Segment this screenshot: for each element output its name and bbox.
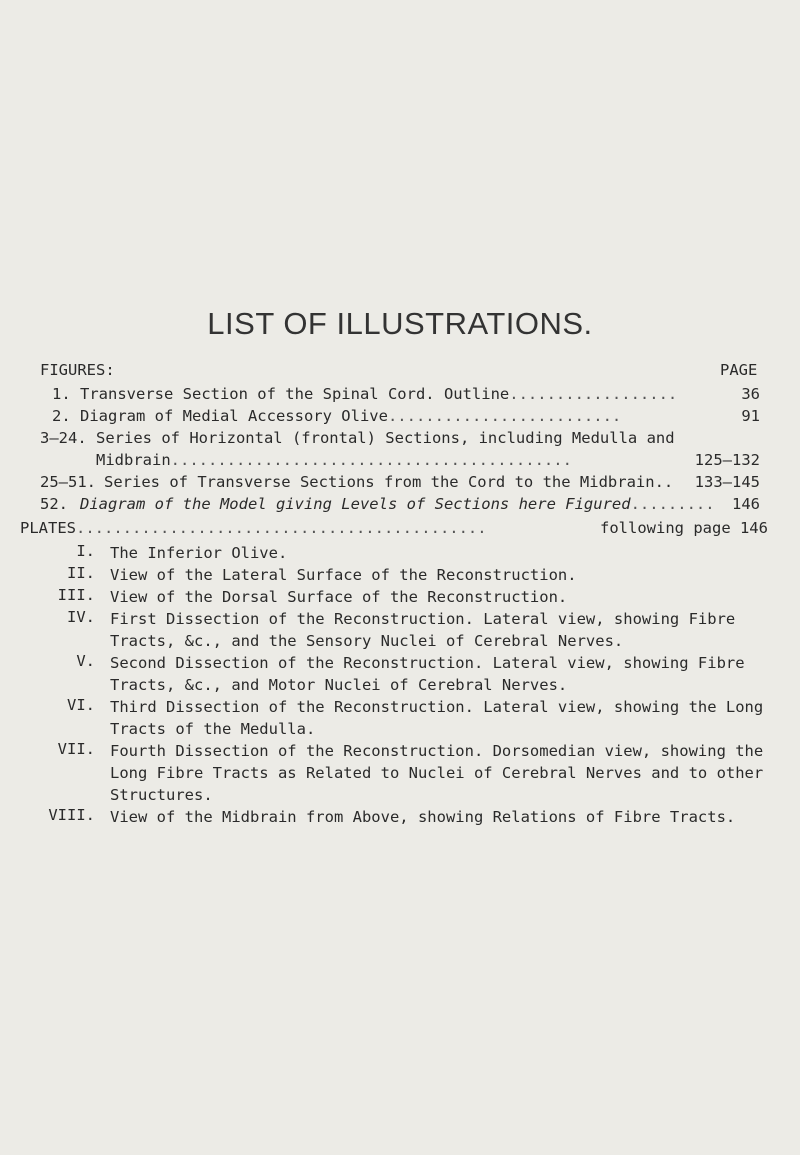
figure-page: 36	[741, 385, 760, 403]
figure-page: 146	[732, 495, 760, 513]
figure-number: 3–24.	[40, 429, 87, 447]
figure-number: 25–51.	[40, 473, 96, 491]
leader-dots: ...........................................	[170, 451, 572, 469]
plate-text: Second Dissection of the Reconstruction. Lateral view, showing Fibre Tracts, &c., and Motor Nuclei of Cerebral Nerves.	[110, 654, 745, 694]
figure-number: 1.	[52, 385, 71, 403]
figure-number: 52.	[40, 495, 68, 513]
plate-number: IV.	[67, 608, 95, 626]
figure-entry-1	[52, 384, 71, 404]
plate-number: II.	[67, 564, 95, 582]
figure-text: Transverse Section of the Spinal Cord. Outline	[80, 385, 510, 403]
plate-number: III.	[57, 586, 95, 604]
figure-page: 133–145	[694, 473, 760, 491]
figure-text: Diagram of the Model giving Levels of Sections here Figured	[80, 495, 631, 513]
leader-dots: .........	[630, 495, 715, 513]
figure-text: Diagram of Medial Accessory Olive	[80, 407, 388, 425]
leader-dots: .........................	[387, 407, 622, 425]
figure-text: Series of Transverse Sections from the Cord to the Midbrain..	[104, 473, 674, 491]
figures-label: FIGURES:	[40, 361, 115, 379]
plate-number: VI.	[67, 696, 95, 714]
figure-page: 125–132	[694, 451, 760, 469]
figure-title	[80, 384, 677, 404]
plates-page: following page 146	[600, 519, 768, 537]
page-title: LIST OF ILLUSTRATIONS.	[207, 306, 593, 341]
figure-title	[80, 406, 621, 426]
plate-text: View of the Midbrain from Above, showing Relations of Fibre Tracts.	[110, 808, 736, 826]
plate-number: VII.	[57, 740, 95, 758]
plate-text: Third Dissection of the Reconstruction. Lateral view, showing the Long Tracts of the Medulla.	[110, 698, 764, 738]
leader-dots: ............................................	[76, 519, 487, 537]
leader-dots: ..................	[509, 385, 678, 403]
plate-number: V.	[76, 652, 95, 670]
plate-text: Fourth Dissection of the Reconstruction. Dorsomedian view, showing the Long Fibre Tracts as Related to Nuclei of Cerebral Nerves and to other Structures.	[110, 742, 764, 804]
plate-text: View of the Dorsal Surface of the Reconstruction.	[110, 588, 568, 606]
figure-title	[96, 450, 572, 470]
figure-title	[80, 494, 715, 514]
figure-text-cont: Midbrain	[96, 451, 171, 469]
figure-page: 91	[741, 407, 760, 425]
plate-text: The Inferior Olive.	[110, 544, 288, 562]
plates-label-row	[20, 518, 487, 538]
plate-text: First Dissection of the Reconstruction. Lateral view, showing Fibre Tracts, &c., and the Sensory Nuclei of Cerebral Nerves.	[110, 610, 736, 650]
page-column-label: PAGE	[720, 361, 758, 379]
plate-number: VIII.	[48, 806, 95, 824]
plate-number: I.	[76, 542, 95, 560]
plate-text: View of the Lateral Surface of the Reconstruction.	[110, 566, 577, 584]
figure-text: Series of Horizontal (frontal) Sections, including Medulla and	[96, 429, 675, 447]
figure-number: 2.	[52, 407, 71, 425]
plates-label: PLATES	[20, 519, 76, 537]
